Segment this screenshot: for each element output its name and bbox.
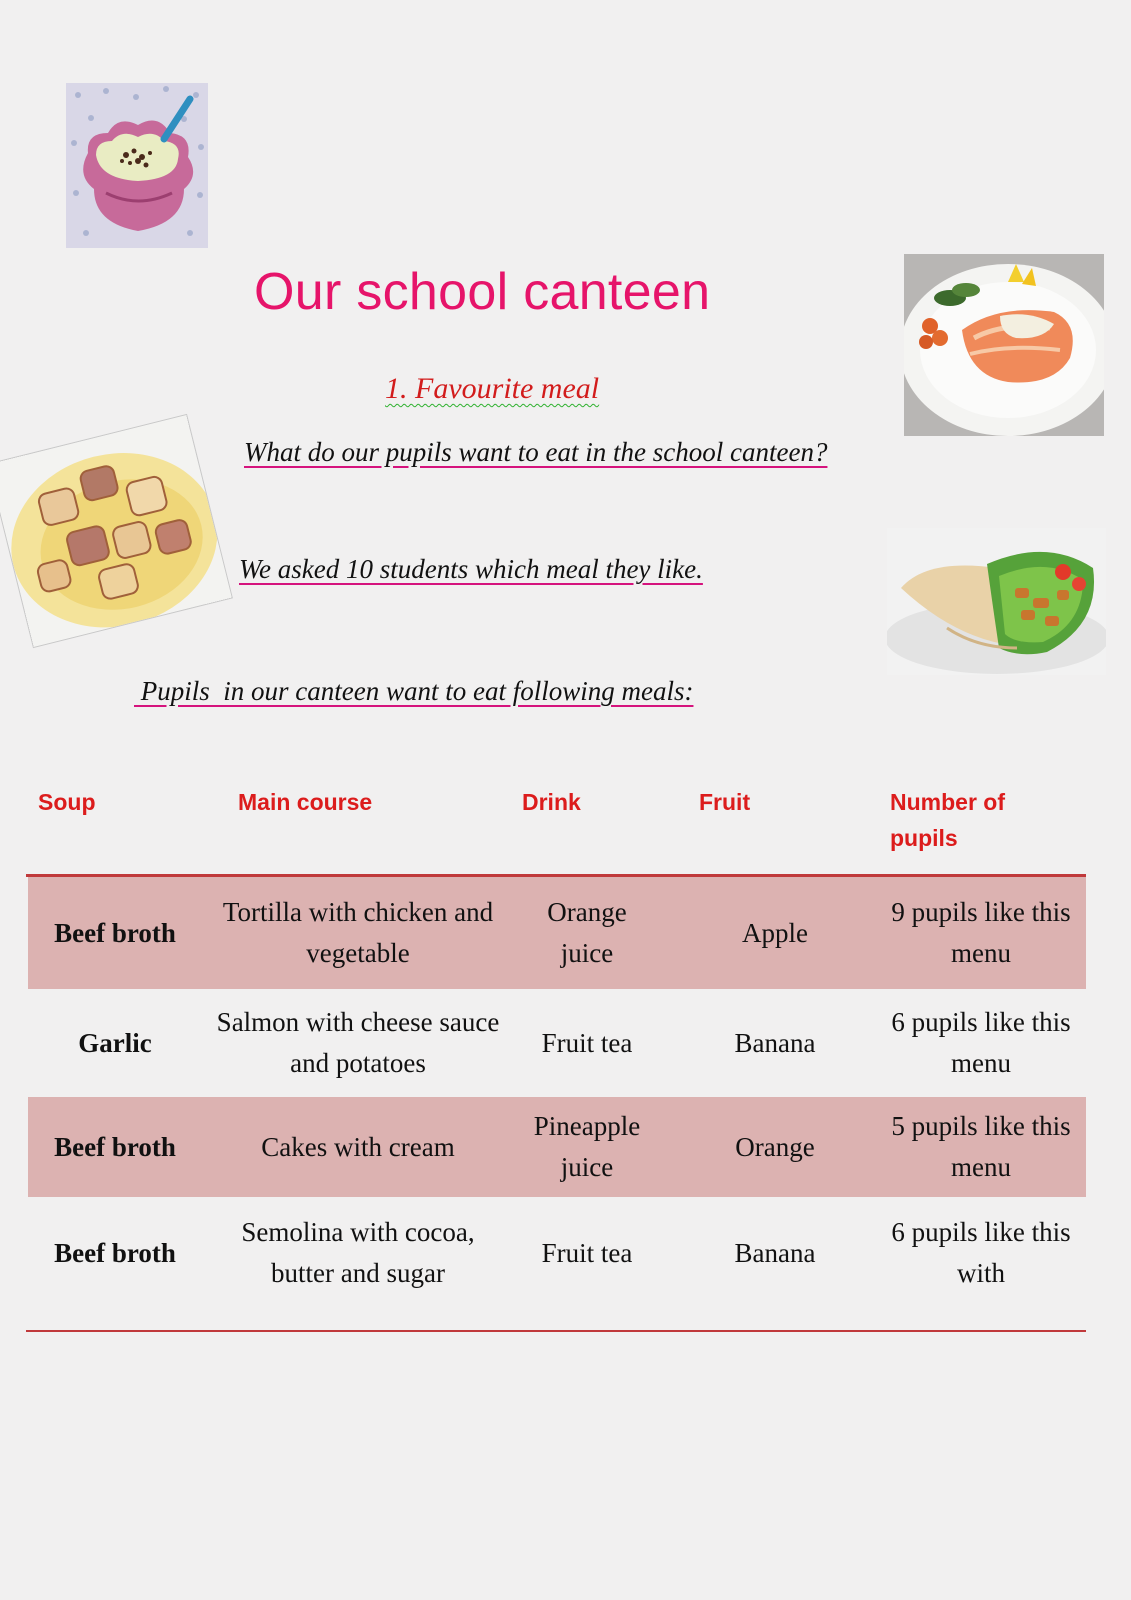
cell-soup: Garlic [78, 1027, 152, 1058]
cell-number-of-pupils: 5 pupils like this menu [891, 1111, 1071, 1182]
header-main-course: Main course [238, 789, 373, 815]
section-heading: 1. Favourite meal [385, 372, 600, 405]
cell-drink: Fruit tea [541, 1237, 633, 1268]
table-row [28, 1197, 1086, 1309]
dessert-photo [66, 83, 208, 248]
cell-fruit: Banana [734, 1027, 816, 1058]
cell-main-course: Tortilla with chicken and vegetable [222, 897, 494, 968]
cell-number-of-pupils: 6 pupils like this with [891, 1217, 1071, 1288]
page-title: Our school canteen [254, 263, 711, 321]
table-row [28, 877, 1086, 989]
cell-main-course: Salmon with cheese sauce and potatoes [216, 1007, 500, 1078]
cell-main-course: Cakes with cream [261, 1131, 455, 1162]
cell-drink: Fruit tea [541, 1027, 633, 1058]
cell-number-of-pupils: 6 pupils like this menu [891, 1007, 1071, 1078]
cell-soup: Beef broth [54, 917, 176, 948]
toast-photo [0, 415, 232, 647]
cell-drink: Pineapple juice [533, 1111, 641, 1182]
salmon-photo [904, 254, 1104, 436]
table-bottom-rule [26, 1330, 1086, 1332]
question-text: What do our pupils want to eat in the school canteen? [244, 437, 828, 467]
cell-soup: Beef broth [54, 1237, 176, 1268]
table-row [28, 989, 1086, 1097]
cell-main-course: Semolina with cocoa, butter and sugar [241, 1217, 475, 1288]
header-soup: Soup [38, 789, 96, 815]
table-row [28, 1097, 1086, 1197]
survey-note: We asked 10 students which meal they like. [239, 554, 703, 584]
cell-soup: Beef broth [54, 1131, 176, 1162]
cell-fruit: Apple [742, 917, 808, 948]
intro-text: Pupils in our canteen want to eat following meals: [134, 676, 694, 706]
cell-fruit: Orange [735, 1131, 815, 1162]
header-drink: Drink [522, 789, 581, 815]
tortilla-photo [887, 528, 1106, 675]
cell-fruit: Banana [734, 1237, 816, 1268]
cell-drink: Orange juice [547, 897, 627, 968]
header-number-of-pupils: Number of pupils [890, 789, 1005, 851]
cell-number-of-pupils: 9 pupils like this menu [891, 897, 1071, 968]
header-fruit: Fruit [699, 789, 751, 815]
